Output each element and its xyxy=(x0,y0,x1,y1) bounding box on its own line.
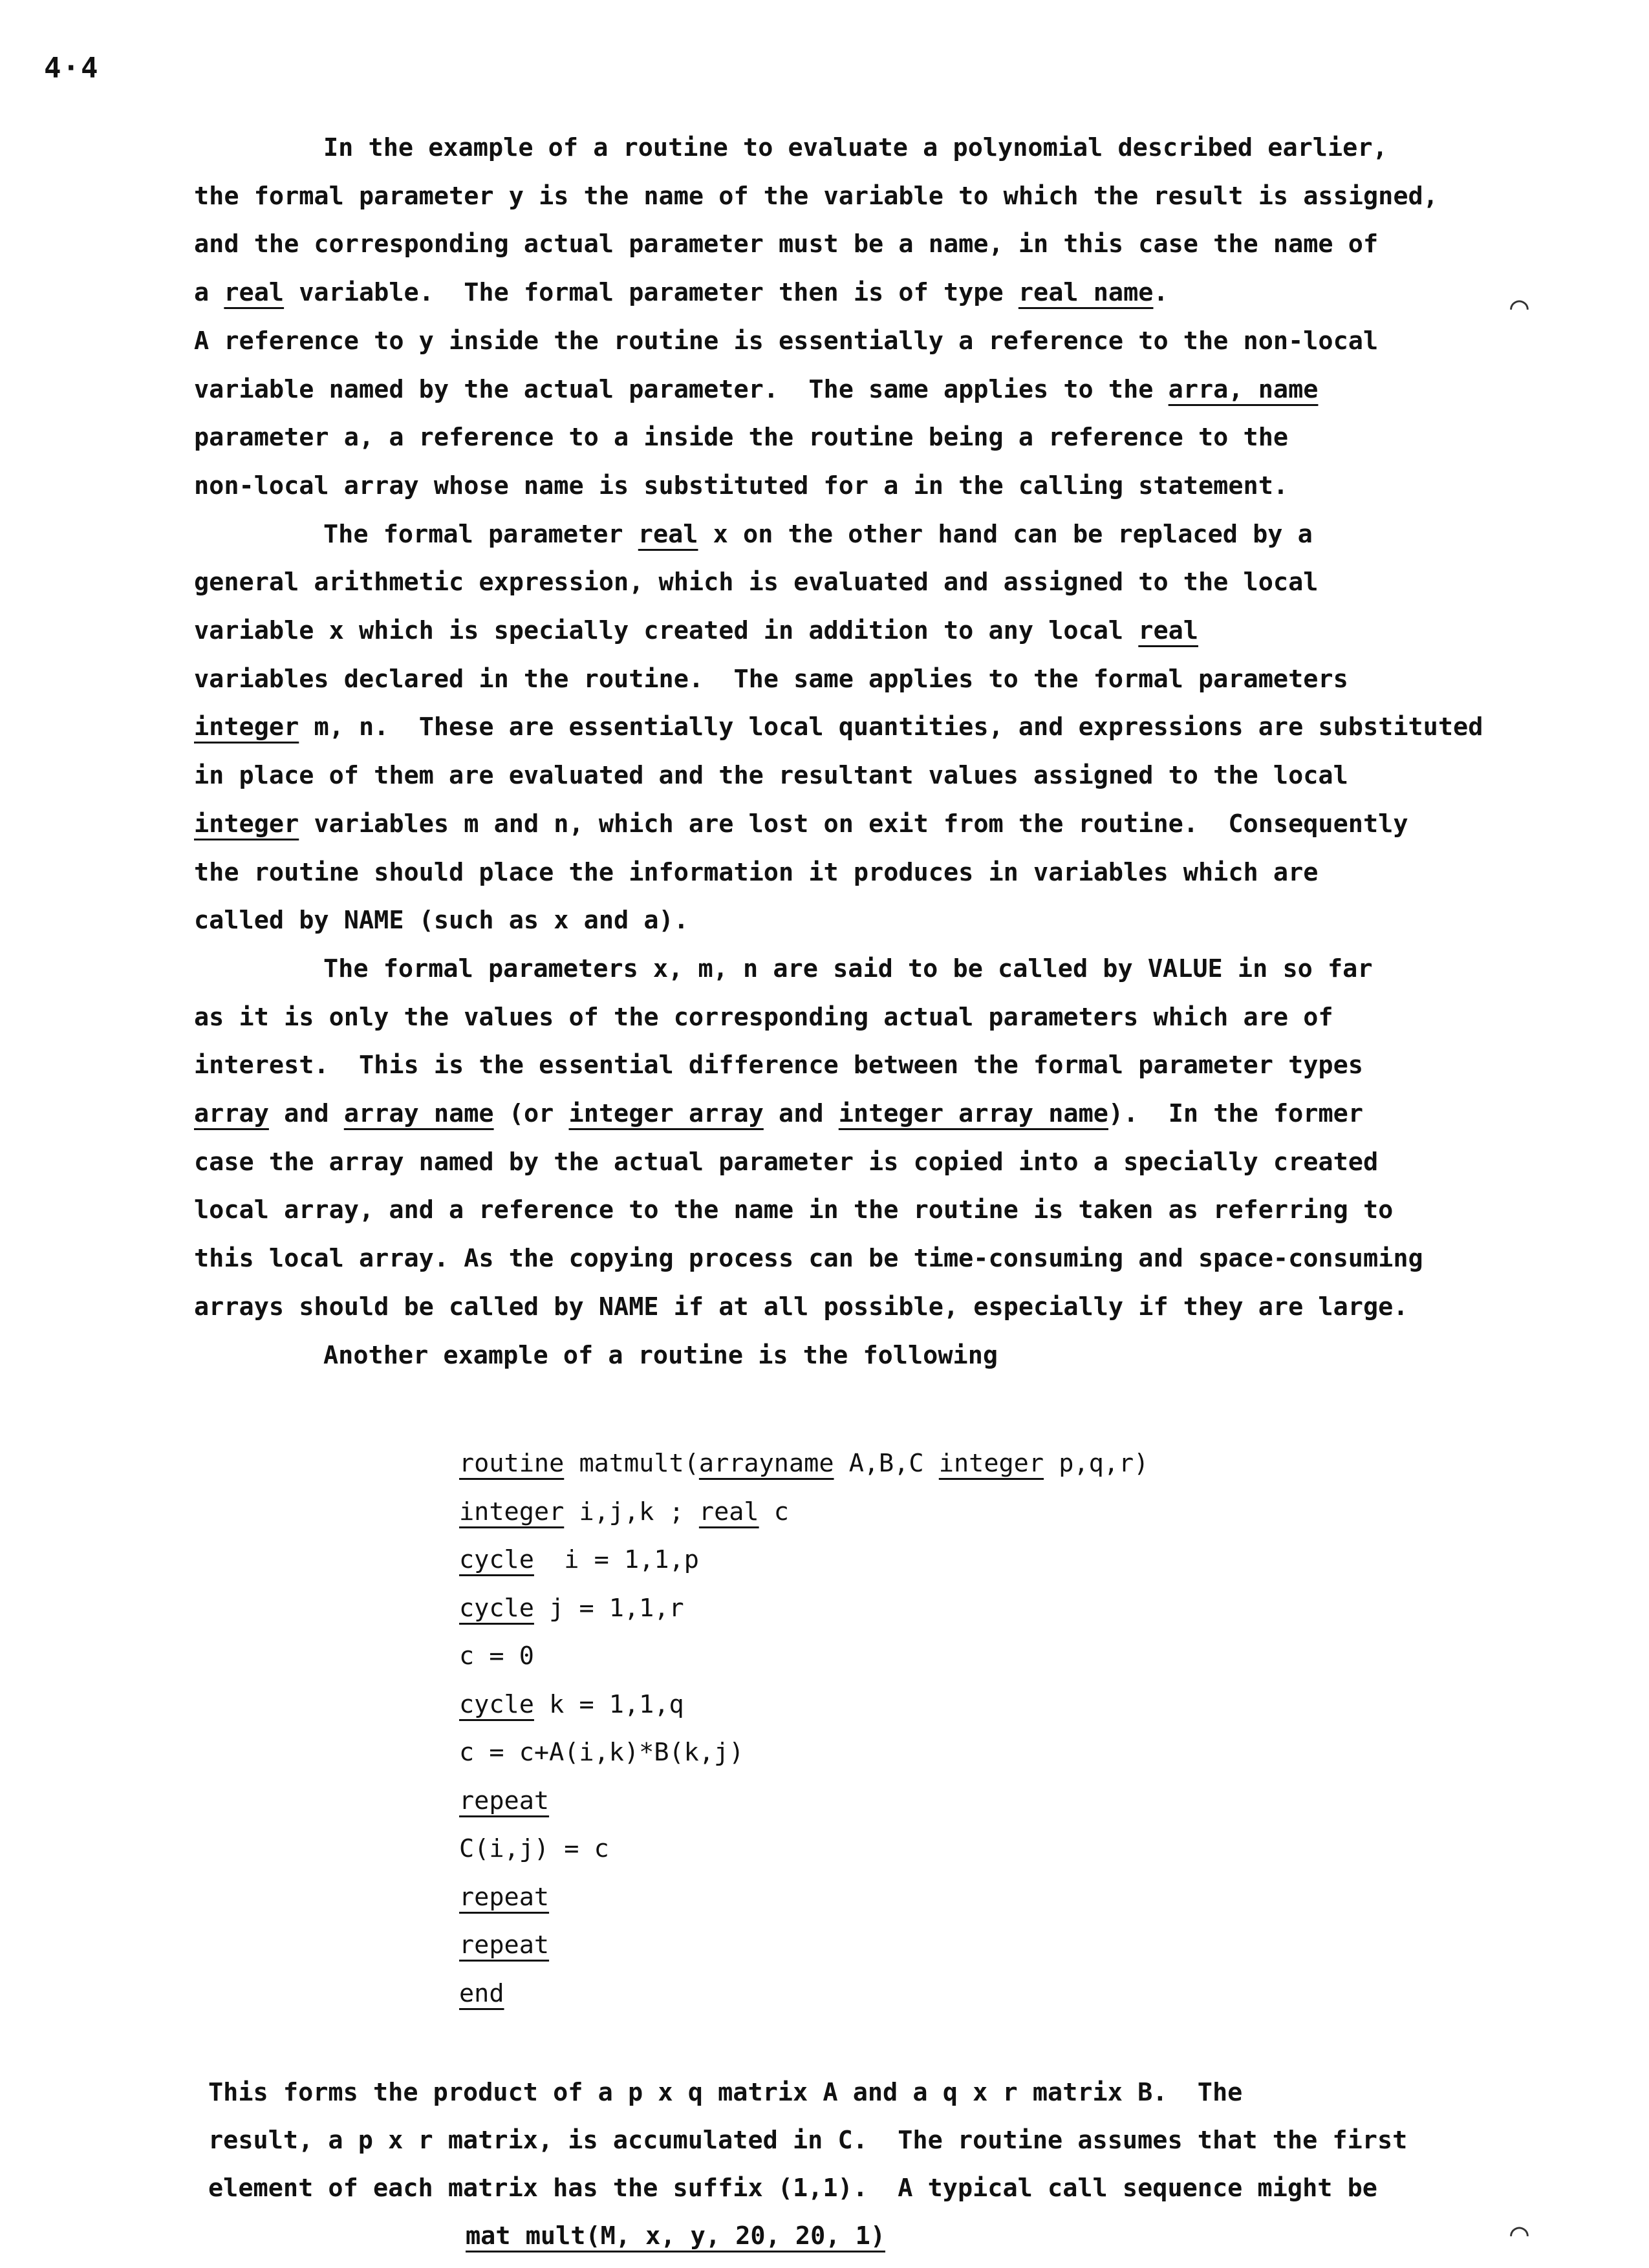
text-run: x on the other hand can be replaced by a xyxy=(698,520,1313,549)
underlined-keyword: repeat xyxy=(459,1786,550,1815)
text-line xyxy=(194,326,1379,356)
text-run: A,B,C xyxy=(834,1449,939,1478)
underlined-keyword: mat mult(M, x, y, 20, 20, 1) xyxy=(466,2221,886,2251)
text-run: in place of them are evaluated and the resultant values assigned to the local xyxy=(194,761,1348,790)
text-line xyxy=(194,1099,1364,1128)
text-run: The formal parameter xyxy=(323,520,638,549)
text-line xyxy=(194,184,1438,209)
text-run: case the array named by the actual parameter is copied into a specially created xyxy=(194,1148,1379,1177)
underlined-keyword: integer array xyxy=(568,1099,764,1128)
underlined-keyword: arrayname xyxy=(698,1449,834,1478)
underlined-keyword: array xyxy=(194,1099,269,1128)
text-line xyxy=(459,1451,1148,1477)
underlined-keyword: real xyxy=(224,278,285,307)
text-line xyxy=(459,1834,609,1863)
underlined-keyword: repeat xyxy=(459,1931,550,1960)
text-run: (or xyxy=(493,1099,569,1128)
text-line xyxy=(194,570,1318,595)
underlined-keyword: real xyxy=(638,520,698,549)
text-run: the formal parameter y is the name of the variable to which the result is assigned, xyxy=(194,182,1438,211)
text-run: local array, and a reference to the name in the routine is taken as referring to xyxy=(194,1195,1394,1225)
text-run: a xyxy=(194,278,224,307)
text-run: result, a p x r matrix, is accumulated in C. The routine assumes that the first xyxy=(208,2126,1408,2155)
underlined-keyword: cycle xyxy=(459,1594,534,1623)
text-line xyxy=(194,1150,1378,1175)
text-line xyxy=(194,761,1348,790)
text-line xyxy=(194,471,1289,500)
text-run: The formal parameters x, m, n are said to be called by VALUE in so far xyxy=(323,954,1373,983)
text-run: m, n. These are essentially local quantities, and expressions are substituted xyxy=(299,712,1483,742)
underlined-keyword: real xyxy=(698,1497,759,1526)
text-line xyxy=(459,1933,549,1958)
text-line xyxy=(323,954,1373,983)
underlined-keyword: routine xyxy=(459,1449,565,1478)
underlined-keyword: integer xyxy=(459,1497,565,1526)
text-line xyxy=(459,1497,789,1526)
text-line xyxy=(194,809,1408,839)
text-line xyxy=(459,1690,684,1719)
text-line xyxy=(194,1005,1333,1031)
underlined-keyword: integer xyxy=(938,1449,1044,1478)
text-line xyxy=(194,667,1348,692)
underlined-keyword: real xyxy=(1138,616,1198,645)
text-run: . xyxy=(1153,278,1169,307)
underlined-keyword: cycle xyxy=(459,1545,534,1574)
underlined-keyword: integer array name xyxy=(838,1099,1108,1128)
text-run: i,j,k ; xyxy=(564,1497,699,1526)
text-run: called by NAME (such as x and a). xyxy=(194,906,689,935)
text-line xyxy=(466,2221,886,2251)
underlined-keyword: integer xyxy=(194,712,299,742)
text-run: Another example of a routine is the following xyxy=(323,1341,998,1370)
text-line xyxy=(208,2078,1243,2107)
underlined-keyword: cycle xyxy=(459,1690,534,1719)
text-line xyxy=(323,133,1388,162)
text-run: element of each matrix has the suffix (1,1). A typical call sequence might be xyxy=(208,2174,1377,2203)
text-run: matmult( xyxy=(564,1449,699,1478)
text-run: variables declared in the routine. The same applies to the formal parameters xyxy=(194,665,1348,694)
text-run: as it is only the values of the corresponding actual parameters which are of xyxy=(194,1003,1333,1032)
text-line xyxy=(323,1343,998,1369)
text-line xyxy=(194,858,1319,887)
text-line xyxy=(194,278,1169,307)
underlined-keyword: end xyxy=(459,1979,504,2008)
underlined-keyword: real name xyxy=(1018,278,1154,307)
underlined-keyword: integer xyxy=(194,809,299,839)
text-run: parameter a, a reference to a inside the routine being a reference to the xyxy=(194,423,1289,452)
text-line xyxy=(459,1885,549,1910)
text-line xyxy=(459,1979,504,2008)
text-line xyxy=(459,1740,744,1766)
text-line xyxy=(194,425,1288,451)
text-line xyxy=(459,1596,684,1621)
text-run: this local array. As the copying process can be time-consuming and space-consuming xyxy=(194,1244,1423,1273)
text-run: interest. This is the essential difference between the formal parameter types xyxy=(194,1051,1363,1080)
text-line xyxy=(194,1195,1394,1225)
text-line xyxy=(208,2176,1377,2201)
text-run: c = 0 xyxy=(459,1642,534,1671)
text-line xyxy=(194,712,1483,742)
text-run: variable. The formal parameter then is of type xyxy=(284,278,1018,307)
text-run: ). In the former xyxy=(1108,1099,1364,1128)
text-line xyxy=(459,1545,699,1574)
text-run: c = c+A(i,k)*B(k,j) xyxy=(459,1738,744,1767)
text-line xyxy=(459,1644,534,1669)
text-run: i = 1,1,p xyxy=(534,1545,699,1574)
margin-mark: ⌒ xyxy=(1510,2214,1529,2251)
text-line xyxy=(194,908,689,934)
text-line xyxy=(194,616,1198,645)
text-run: non-local array whose name is substituted for a in the calling statement. xyxy=(194,471,1289,500)
text-run: A reference to y inside the routine is essentially a reference to the non-local xyxy=(194,326,1379,356)
text-run: and the corresponding actual parameter must be a name, in this case the name of xyxy=(194,230,1379,259)
text-run: and xyxy=(268,1099,344,1128)
text-run: variable x which is specially created in addition to any local xyxy=(194,616,1139,645)
underlined-keyword: array name xyxy=(343,1099,494,1128)
text-run: arrays should be called by NAME if at all possible, especially if they are large. xyxy=(194,1292,1408,1321)
text-run: In the example of a routine to evaluate a polynomial described earlier, xyxy=(323,133,1388,162)
text-line xyxy=(194,1246,1423,1272)
margin-mark: ⌒ xyxy=(1510,288,1529,324)
text-run: and xyxy=(763,1099,839,1128)
text-run: This forms the product of a p x q matrix A and a q x r matrix B. The xyxy=(208,2078,1243,2107)
text-line xyxy=(459,1786,550,1815)
text-run: variables m and n, which are lost on exit from the routine. Consequently xyxy=(299,809,1408,839)
text-line xyxy=(194,232,1378,257)
text-run: j = 1,1,r xyxy=(534,1594,684,1623)
text-line xyxy=(323,522,1313,548)
text-line xyxy=(194,1053,1363,1078)
text-run: general arithmetic expression, which is evaluated and assigned to the local xyxy=(194,568,1319,597)
text-run: the routine should place the information it produces in variables which are xyxy=(194,858,1319,887)
text-line xyxy=(208,2128,1407,2154)
text-run: k = 1,1,q xyxy=(534,1690,684,1719)
text-run: p,q,r) xyxy=(1044,1449,1149,1478)
text-run: variable named by the actual parameter. The same applies to the xyxy=(194,375,1169,404)
underlined-keyword: arra, name xyxy=(1168,375,1319,404)
underlined-keyword: repeat xyxy=(459,1883,550,1912)
page-number: 4·4 xyxy=(44,52,100,85)
text-line xyxy=(194,375,1319,404)
text-run: c xyxy=(759,1497,789,1526)
text-run: C(i,j) = c xyxy=(459,1834,609,1863)
text-line xyxy=(194,1292,1408,1321)
